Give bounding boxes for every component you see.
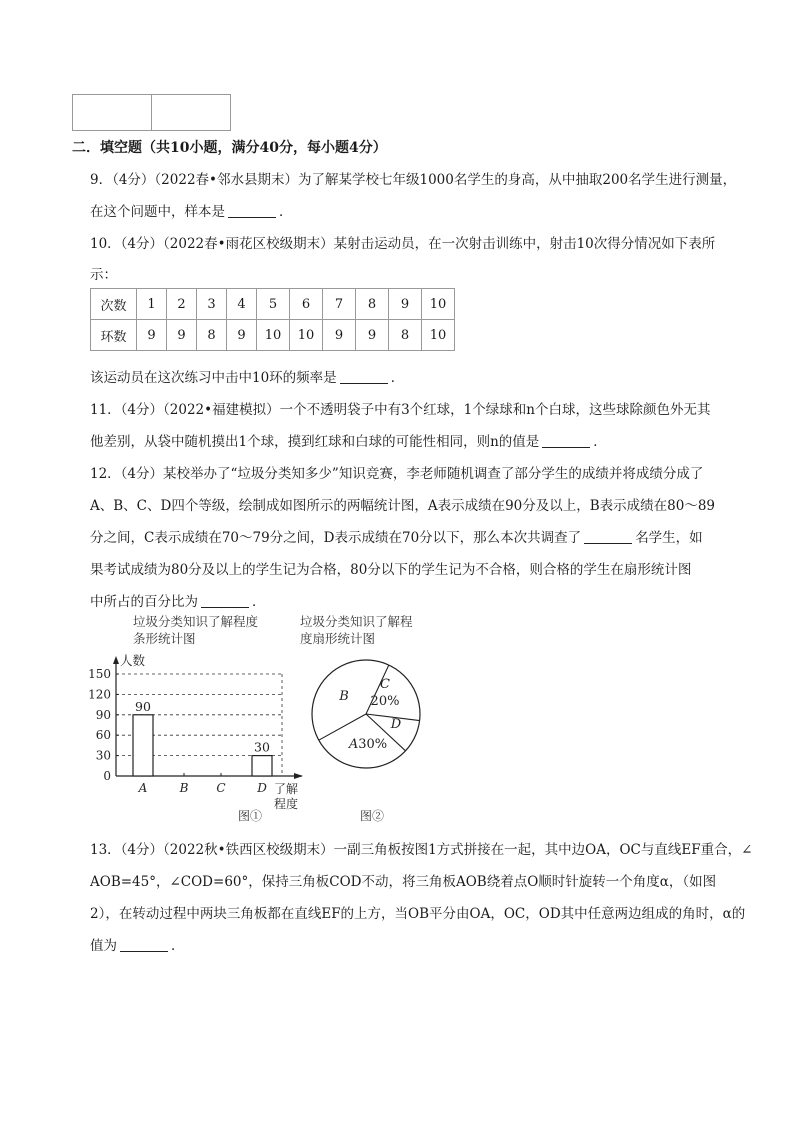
table-cell: 8 [389, 320, 422, 351]
bar-A [133, 715, 153, 776]
table-cell: 9 [389, 289, 422, 320]
q12-line5 [90, 592, 266, 612]
q9-end: ． [279, 204, 293, 220]
table-cell: 9 [356, 320, 389, 351]
q10-after [90, 368, 404, 388]
q13-line3: 2），在转动过程中两块三角板都在直线EF的上方，当OB平分由OA，OC，OD其中任意两边组成的角时，α的 [90, 906, 746, 922]
q13-line2: AOB=45°，∠COD=60°，保持三角板COD不动，将三角板AOB绕着点O顺时针旋转一个角度α，（如图 [90, 874, 717, 890]
answer-blank [340, 369, 388, 384]
q12-end: ． [252, 594, 266, 610]
q9-line1: 9．（4分）（2022春•邻水县期末）为了解某学校七年级1000名学生的身高，从中抽取200名学生进行测量， [90, 172, 737, 188]
table-cell: 9 [323, 320, 356, 351]
table-cell: 1 [137, 289, 167, 320]
table-cell: 7 [323, 289, 356, 320]
table-cell: 6 [290, 289, 323, 320]
answer-blank [584, 529, 632, 544]
y-tick-label: 0 [103, 769, 111, 783]
q12-line2: A、B、C、D四个等级，绘制成如图所示的两幅统计图，A表示成绩在90分及以上，B表示成绩在80～89 [90, 498, 716, 514]
q11-text: 他差别，从袋中随机摸出1个球，摸到红球和白球的可能性相同，则n的值是 [90, 434, 540, 450]
q12-line1: 12．（4分）某校举办了“垃圾分类知多少”知识竞赛，李老师随机调查了部分学生的成绩并将成绩分成了 [90, 466, 704, 482]
figure-caption: 图① [238, 809, 263, 823]
pie-label-percent: 30% [358, 737, 388, 752]
figure-caption: 图② [360, 809, 385, 823]
y-tick-label: 60 [95, 728, 111, 743]
table-row [91, 320, 455, 351]
table-cell: 9 [227, 320, 257, 351]
table-cell: 5 [257, 289, 290, 320]
answer-blank [542, 433, 590, 448]
y-tick-label: 150 [88, 667, 111, 681]
pie-label-percent: 20% [370, 694, 400, 709]
shooting-table [90, 288, 455, 351]
bar-chart-title: 垃圾分类知识了解程度条形统计图 [133, 614, 259, 646]
pie-label: B [339, 689, 349, 704]
data-label: 30 [254, 739, 270, 755]
q12-text: 中所占的百分比为 [90, 594, 198, 610]
q11-line2 [90, 432, 607, 452]
table-cell: 3 [197, 289, 227, 320]
q12-line4: 果考试成绩为80分及以上的学生记为合格，80分以下的学生记为不合格，则合格的学生在扇形统计图 [90, 562, 692, 578]
table-cell: 10 [257, 320, 290, 351]
pie-chart-title: 垃圾分类知识了解程度扇形统计图 [300, 614, 413, 646]
table-cell: 9 [167, 320, 197, 351]
q9-text: 在这个问题中，样本是 [90, 204, 225, 220]
pie-label-letter: A [348, 737, 359, 752]
table-cell: 10 [422, 289, 455, 320]
table-cell: 9 [137, 320, 167, 351]
x-axis-label: 了解 [274, 782, 299, 796]
q13-line4 [90, 936, 185, 956]
q13-text: 值为 [90, 938, 117, 954]
q11-end: ． [593, 434, 607, 450]
answer-blank [228, 203, 276, 218]
empty-cell [73, 95, 152, 131]
q9-line2 [90, 202, 293, 222]
table-cell: 8 [356, 289, 389, 320]
section-heading: 二．填空题（共10小题，满分40分，每小题4分） [72, 140, 387, 156]
y-axis-arrow [113, 656, 119, 664]
x-tick-label: D [257, 781, 267, 795]
q10-line2: 示： [90, 267, 117, 283]
empty-cell [152, 95, 231, 131]
pie-label-letter: C [380, 677, 390, 692]
pie-chart [300, 648, 440, 828]
row-header: 次数 [91, 289, 137, 320]
answer-blank [120, 937, 168, 952]
row-header: 环数 [91, 320, 137, 351]
table-cell: 10 [422, 320, 455, 351]
y-tick-label: 120 [88, 687, 111, 702]
q12-text-end: 名学生，如 [635, 530, 703, 546]
q12-text: 分之间，C表示成绩在70～79分之间，D表示成绩在70分以下，那么本次共调查了 [90, 530, 582, 546]
data-label: 90 [135, 698, 151, 714]
q10-line1: 10．（4分）（2022春•雨花区校级期末）某射击运动员，在一次射击训练中，射击10次得分情况如下表所 [90, 236, 716, 252]
table-cell: 4 [227, 289, 257, 320]
x-tick-label: B [179, 781, 189, 795]
pie-label: D [390, 717, 402, 732]
table-cell: 2 [167, 289, 197, 320]
top-empty-table [72, 94, 231, 131]
q10-end: ． [390, 370, 405, 386]
x-tick-label: A [138, 781, 148, 795]
y-axis-label: 人数 [120, 653, 146, 668]
q12-line3 [90, 528, 703, 548]
pie-label [348, 737, 387, 752]
q11-line1: 11．（4分）（2022•福建模拟）一个不透明袋子中有3个红球，1个绿球和n个白球，这些球除颜色外无其 [90, 402, 711, 418]
table-row [91, 289, 455, 320]
x-tick-label: C [216, 781, 226, 795]
table-cell: 8 [197, 320, 227, 351]
y-tick-label: 90 [95, 707, 111, 722]
table-cell: 10 [290, 320, 323, 351]
y-tick-label: 30 [95, 748, 111, 763]
answer-blank [201, 593, 249, 608]
q10-text: 该运动员在这次练习中击中10环的频率是 [90, 370, 337, 386]
q13-end: ． [171, 938, 185, 954]
bar-chart [80, 648, 320, 833]
q13-line1: 13．（4分）（2022秋•铁西区校级期末）一副三角板按图1方式拼接在一起，其中边OA，OC与直线EF重合，∠ [90, 842, 753, 858]
bar-D [252, 756, 272, 776]
x-axis-label: 程度 [274, 797, 299, 811]
